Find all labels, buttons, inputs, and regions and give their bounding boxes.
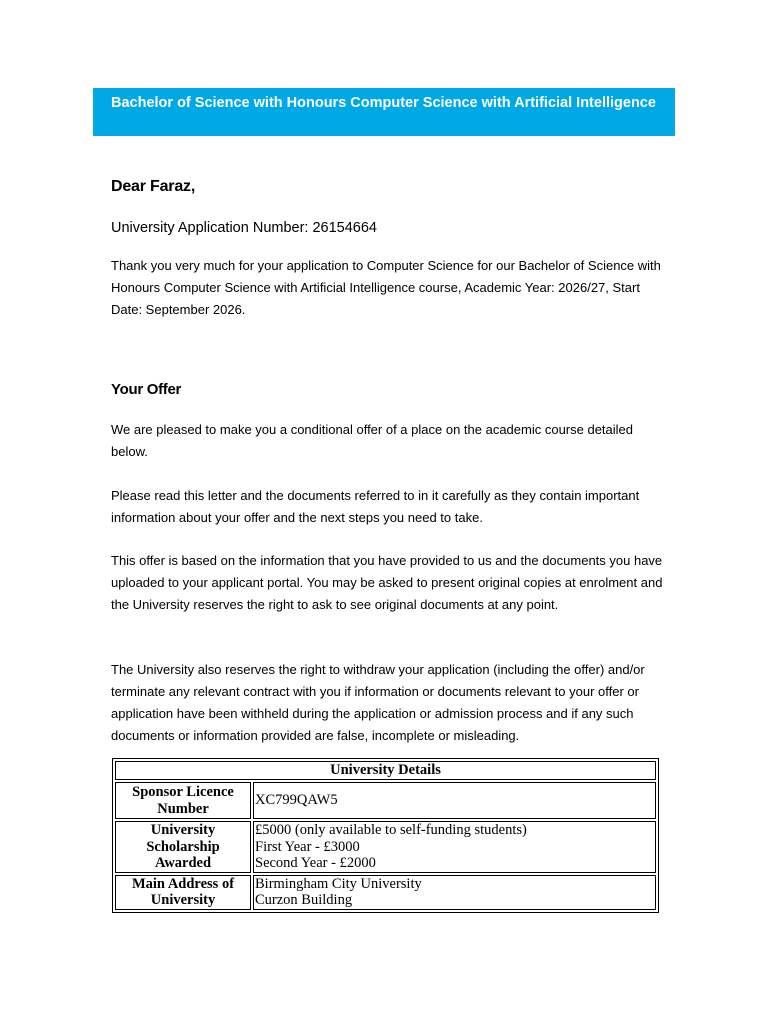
- value-line: XC799QAW5: [255, 792, 338, 809]
- value-line: Birmingham City University: [255, 875, 422, 892]
- row-label: Sponsor Licence Number: [115, 782, 251, 819]
- intro-paragraph: Thank you very much for your application to Computer Science for our Bachelor of Science with Honours Computer Science with Artificial Intelligence course, Academic Year: 2026/27, Start Date: September 2026.: [111, 258, 661, 317]
- offer-paragraph-4: The University also reserves the right to withdraw your application (including the offer) and/or terminate any relevant contract with you if information or documents relevant to your offer or application have been withheld during the application or admission process and if any such documents or information provided are false, incomplete or misleading.: [111, 662, 645, 743]
- row-label: University Scholarship Awarded: [115, 821, 251, 873]
- offer-paragraph-3: This offer is based on the information that you have provided to us and the documents you have uploaded to your applicant portal. You may be asked to present original copies at enrolment and the University reserves the right to ask to see original documents at any point.: [111, 553, 663, 612]
- table-row: [115, 821, 656, 873]
- application-number: University Application Number: 26154664: [111, 220, 377, 236]
- offer-paragraph-2: Please read this letter and the documents referred to in it carefully as they contain important information about your offer and the next steps you need to take.: [111, 488, 640, 525]
- offer-paragraph-1: We are pleased to make you a conditional offer of a place on the academic course detailed below.: [111, 422, 634, 459]
- value-line: Second Year - £2000: [255, 855, 376, 871]
- course-title-banner: [93, 88, 675, 136]
- row-value: [253, 875, 656, 910]
- table-header-row: [115, 761, 656, 780]
- course-title: Bachelor of Science with Honours Computer Science with Artificial Intelligence: [111, 95, 656, 111]
- table-title: University Details: [115, 761, 656, 780]
- greeting: Dear Faraz,: [111, 178, 196, 195]
- row-label: Main Address of University: [115, 875, 251, 910]
- value-line: £5000 (only available to self-funding students): [255, 822, 527, 838]
- university-details-table: [112, 758, 659, 913]
- value-line: First Year - £3000: [255, 838, 360, 855]
- table-row: [115, 782, 656, 819]
- value-line: Curzon Building: [255, 892, 353, 908]
- table-row: [115, 875, 656, 910]
- row-value: [253, 782, 656, 819]
- offer-heading: Your Offer: [111, 381, 182, 398]
- row-value: [253, 821, 656, 873]
